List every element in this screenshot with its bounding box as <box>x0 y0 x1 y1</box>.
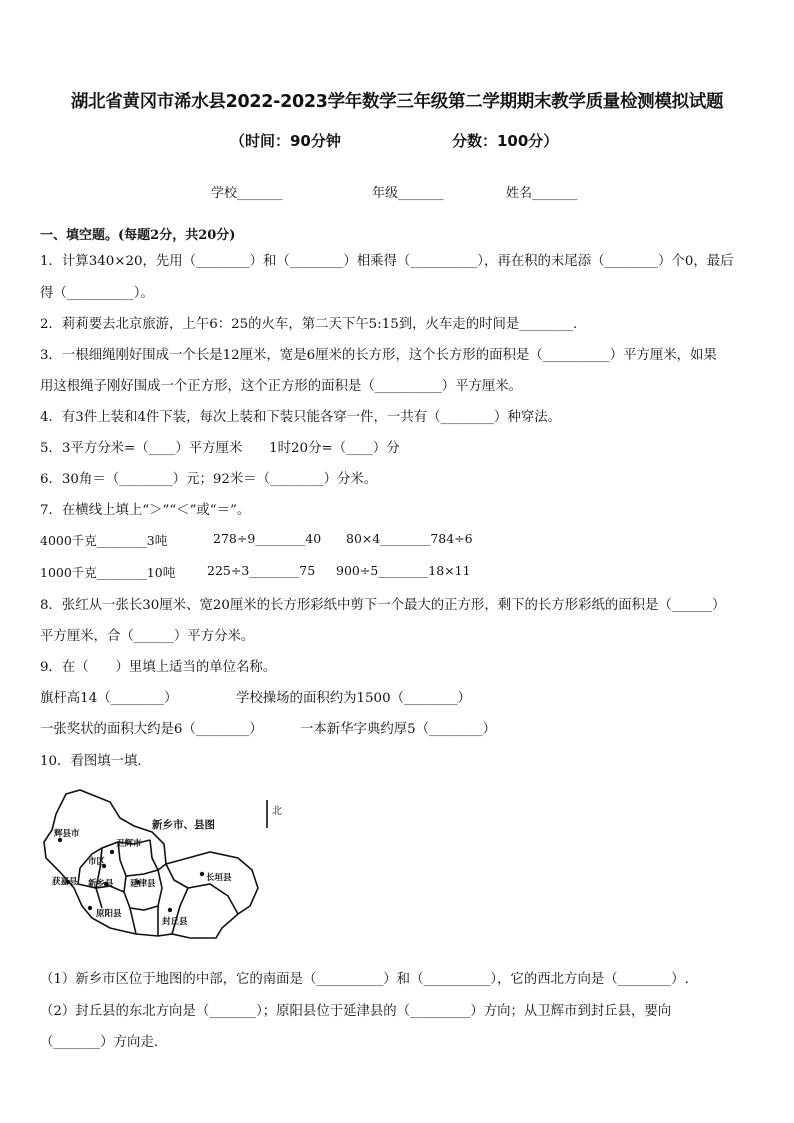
question-7: 7．在横线上填上“＞”“＜”或“＝”。 <box>40 503 251 518</box>
label-huojia: 获嘉县 <box>52 877 78 887</box>
label-xinxiangxian: 新乡县 <box>88 879 114 889</box>
question-1-line-1: 1．计算340×20，先用（________）和（________）相乘得（__________），再在积的末尾添（________）个0，最后 <box>40 254 734 269</box>
question-9-row-2-b: 一本新华字典约厚5（________） <box>300 722 496 737</box>
label-weihui: 卫辉市 <box>116 839 142 849</box>
page-title: 湖北省黄冈市浠水县2022-2023学年数学三年级第二学期期末教学质量检测模拟试题 <box>70 92 724 112</box>
question-5: 5．3平方分米=（____）平方厘米 1时20分=（____）分 <box>40 441 400 456</box>
question-8-line-1: 8．张红从一张长30厘米、宽20厘米的长方形彩纸中剪下一个最大的正方形，剩下的长方形彩纸的面积是（______） <box>40 598 726 613</box>
yuanyang-dot <box>88 906 92 910</box>
question-8-line-2: 平方厘米，合（______）平方分米。 <box>40 629 255 644</box>
grade-field[interactable]: 年级_______ <box>372 186 444 201</box>
school-field[interactable]: 学校_______ <box>211 186 283 201</box>
north-label: 北 <box>272 806 282 817</box>
label-changyuan: 长垣县 <box>206 873 232 883</box>
question-7-row-1-c: 80×4________784÷6 <box>346 531 473 546</box>
label-yanjin: 延津县 <box>130 879 156 889</box>
question-7-row-1-a: 4000千克________3吨 <box>40 533 168 548</box>
question-9: 9．在（ ）里填上适当的单位名称。 <box>40 660 277 675</box>
question-2: 2．莉莉要去北京旅游，上午6：25的火车，第二天下午5:15到，火车走的时间是________. <box>40 317 578 332</box>
label-shiqu: 市区 <box>88 857 106 867</box>
question-7-row-2-c: 900÷5________18×11 <box>336 563 471 578</box>
question-3-line-2: 用这根绳子刚好围成一个正方形，这个正方形的面积是（__________）平方厘米。 <box>40 379 523 394</box>
question-1-line-2: 得（__________）。 <box>40 286 154 301</box>
question-7-row-2-a: 1000千克________10吨 <box>40 565 176 580</box>
question-10-part-2-line-2: （_______）方向走. <box>40 1035 159 1050</box>
changyuan-dot <box>200 872 204 876</box>
xinxiang-map <box>40 788 280 943</box>
exam-time: （时间：90分钟 <box>230 132 341 150</box>
exam-score: 分数：100分） <box>452 132 559 150</box>
section-heading: 一、填空题。(每题2分，共20分) <box>40 228 236 243</box>
question-9-row-2-a: 一张奖状的面积大约是6（________） <box>40 722 263 737</box>
question-9-row-1-b: 学校操场的面积约为1500（________） <box>236 691 471 706</box>
question-10-part-1: （1）新乡市区位于地图的中部，它的南面是（__________）和（__________），它的西北方向是（________）. <box>40 972 689 987</box>
label-huixian: 辉县市 <box>54 829 80 839</box>
question-4: 4．有3件上装和4件下装，每次上装和下装只能各穿一件，一共有（________）种穿法。 <box>40 410 562 425</box>
question-3-line-1: 3．一根细绳刚好围成一个长是12厘米，宽是6厘米的长方形，这个长方形的面积是（__________）平方厘米，如果 <box>40 348 717 363</box>
name-field[interactable]: 姓名_______ <box>506 186 578 201</box>
map-title: 新乡市、县图 <box>152 819 215 831</box>
question-9-row-1-a: 旗杆高14（________） <box>40 691 178 706</box>
label-fengqiu: 封丘县 <box>162 917 188 927</box>
question-6: 6．30角＝（________）元；92米＝（________）分米。 <box>40 472 378 487</box>
question-10: 10．看图填一填． <box>40 754 151 769</box>
question-10-part-2-line-1: （2）封丘县的东北方向是（_______）；原阳县位于延津县的（_________）方向；从卫辉市到封丘县，要向 <box>40 1004 672 1019</box>
question-7-row-2-b: 225÷3________75 <box>207 563 316 578</box>
weihui-dot <box>110 850 114 854</box>
label-yuanyang: 原阳县 <box>96 909 122 919</box>
fengqiu-dot <box>168 908 172 912</box>
question-7-row-1-b: 278÷9________40 <box>213 531 322 546</box>
